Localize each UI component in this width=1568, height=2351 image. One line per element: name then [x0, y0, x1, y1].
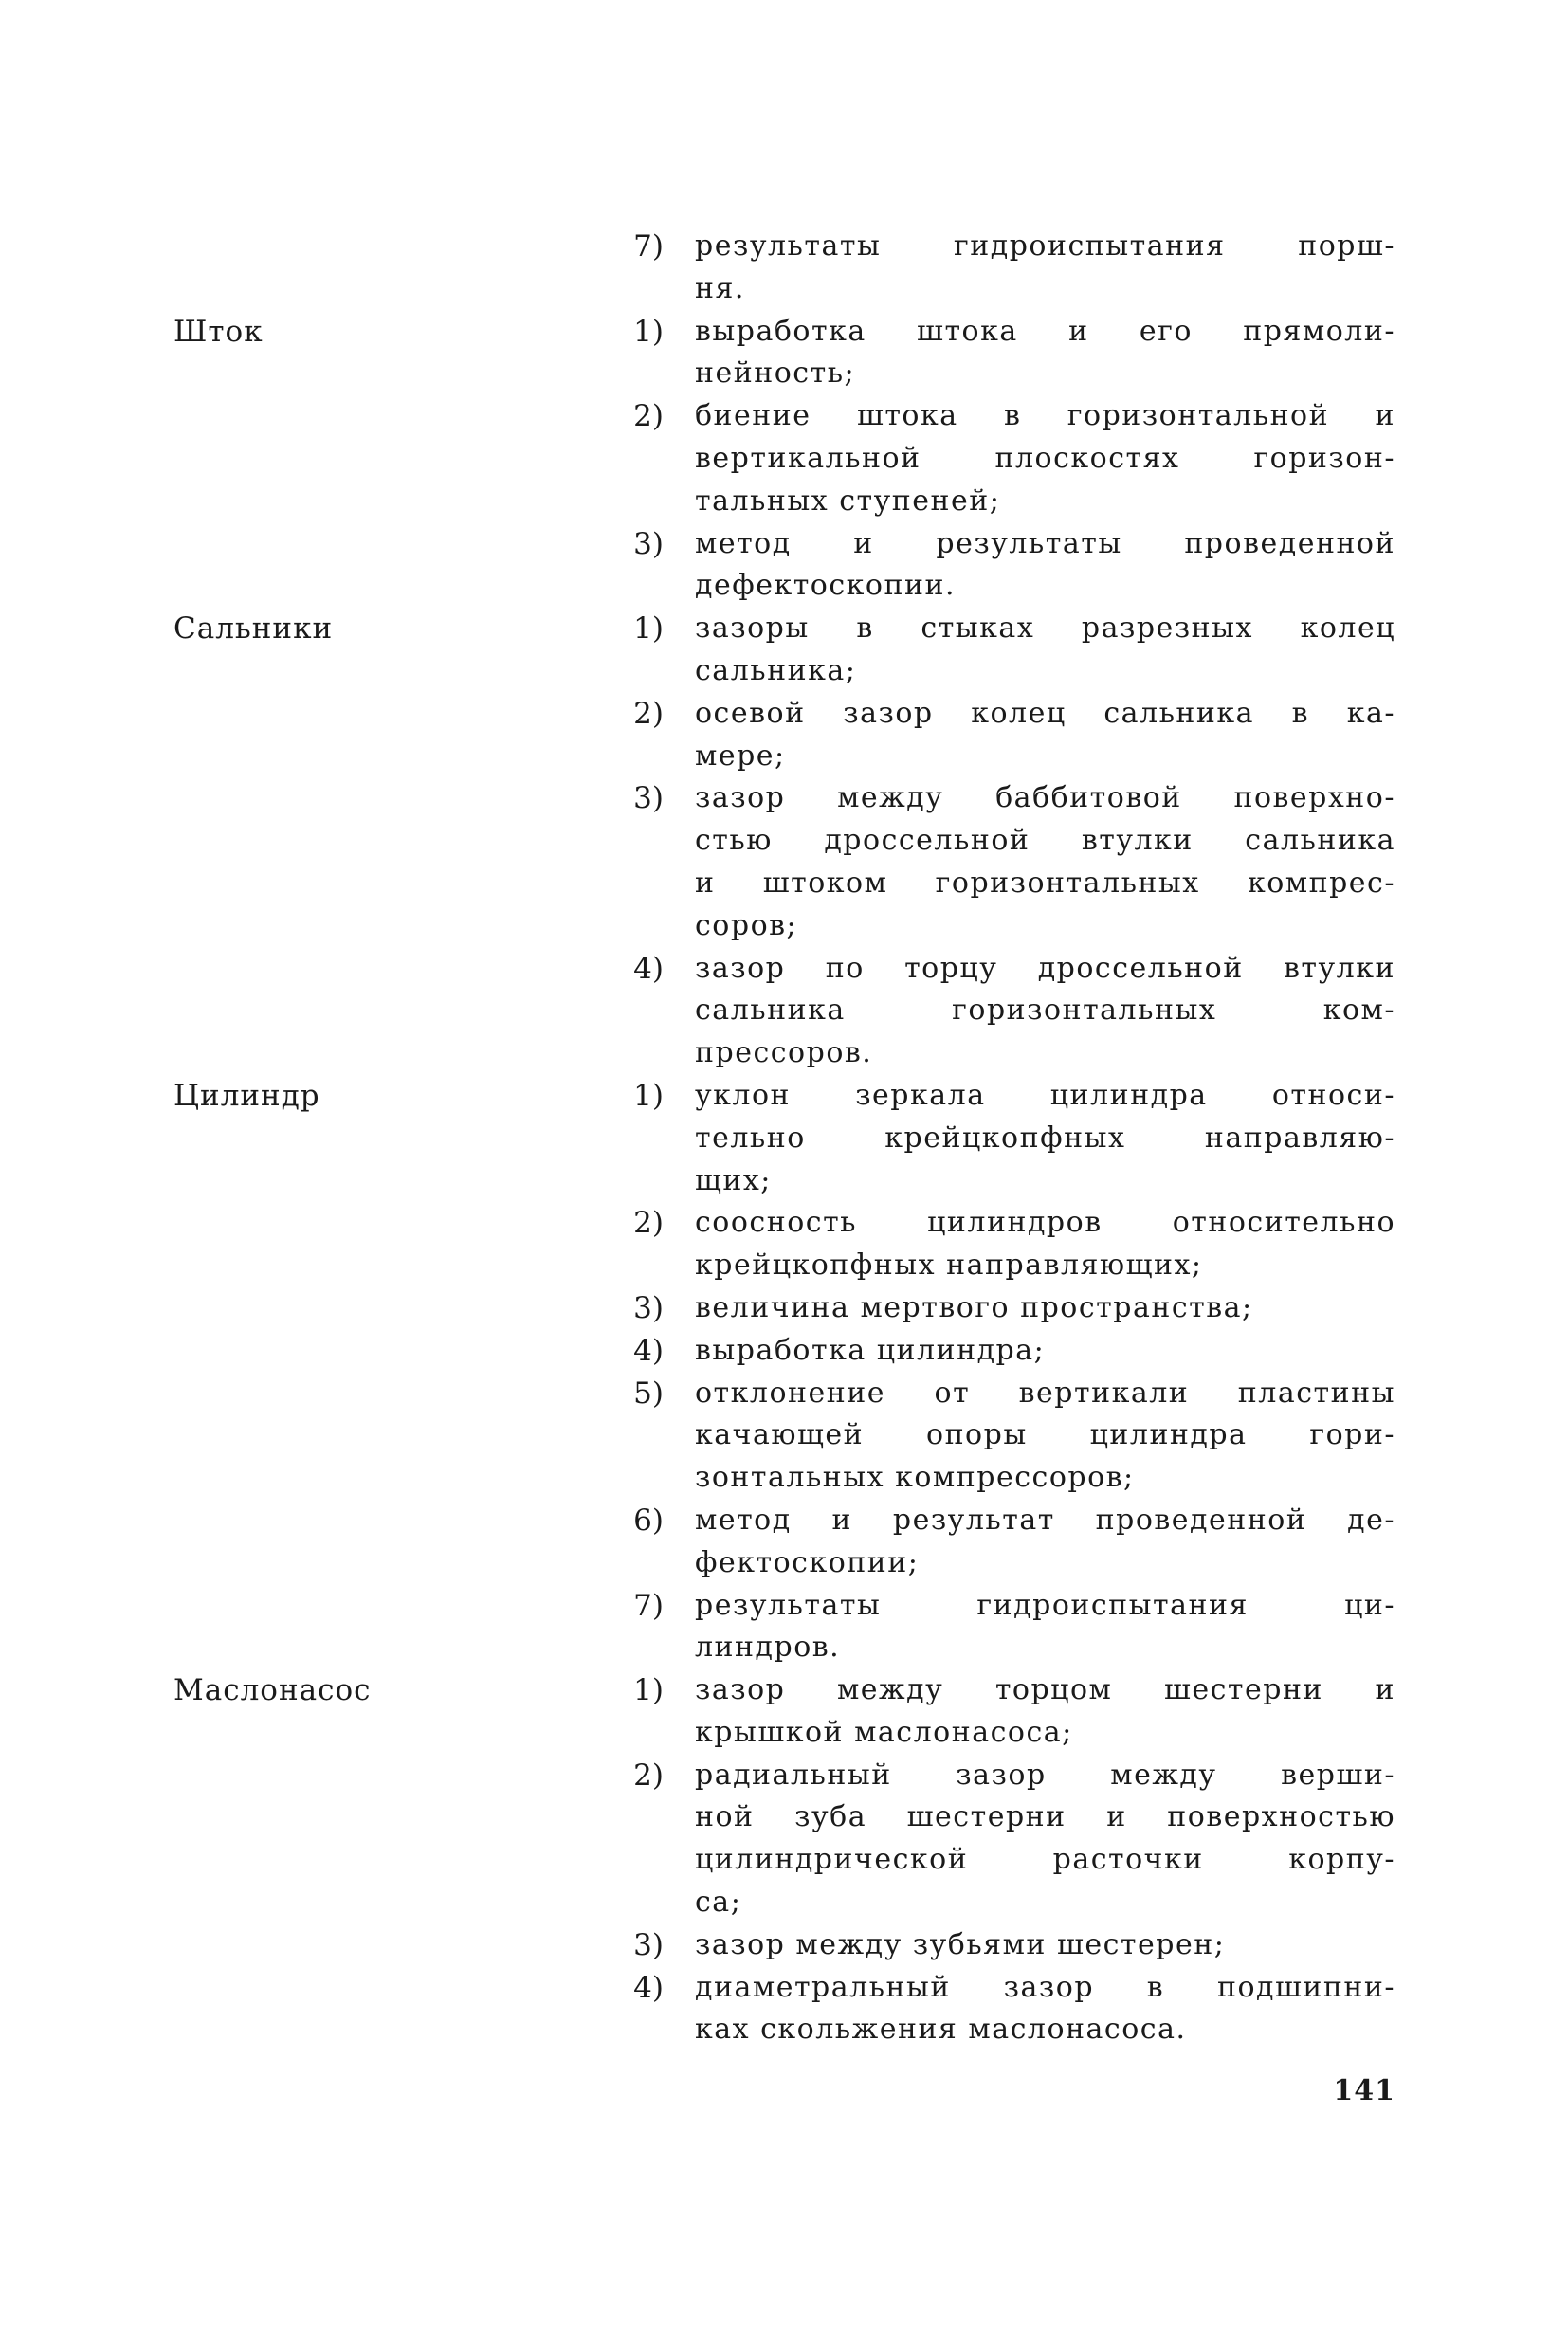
item-text: [695, 693, 1395, 778]
text-line: результаты гидроиспытания ци-: [695, 1588, 1395, 1622]
text-line: соров;: [695, 908, 798, 942]
item-text: [695, 311, 1395, 396]
list-item: [0, 1585, 1568, 1670]
section: [0, 608, 1568, 1075]
list-item: [0, 693, 1568, 778]
item-text: [695, 226, 1395, 311]
item-text: [695, 523, 1395, 609]
item-number: 6): [633, 1503, 664, 1538]
text-line: зазор между зубьями шестерен;: [695, 1927, 1226, 1961]
text-line: соосность цилиндров относительно: [695, 1206, 1395, 1240]
item-number: 3): [633, 781, 664, 816]
list-item: [0, 777, 1568, 947]
text-line: ках скольжения маслонасоса.: [695, 2013, 1187, 2047]
text-line: метод и результаты проведенной: [695, 526, 1395, 560]
item-number: 3): [633, 526, 664, 561]
item-text: [695, 1669, 1395, 1755]
list-item: [0, 948, 1568, 1075]
item-text: [695, 1202, 1395, 1287]
section-label: Цилиндр: [173, 1078, 320, 1113]
list-item: [0, 1755, 1568, 1924]
item-text: [695, 608, 1395, 693]
text-line: стью дроссельной втулки сальника: [695, 824, 1395, 858]
text-line: зонтальных компрессоров;: [695, 1461, 1135, 1495]
page-number: 141: [1333, 2074, 1395, 2107]
text-line: са;: [695, 1886, 742, 1920]
item-number: 2): [633, 399, 664, 434]
section: [0, 311, 1568, 609]
text-line: крышкой маслонасоса;: [695, 1715, 1073, 1749]
item-number: 4): [633, 1333, 664, 1368]
text-line: линдров.: [695, 1631, 841, 1665]
item-number: 1): [633, 1078, 664, 1113]
text-line: и штоком горизонтальных компрес-: [695, 866, 1395, 900]
text-line: вертикальной плоскостях горизон-: [695, 441, 1395, 475]
text-line: щих;: [695, 1163, 772, 1197]
list-item: [0, 1500, 1568, 1585]
list-item: [0, 1287, 1568, 1330]
section: [0, 1669, 1568, 2051]
section-label: Сальники: [173, 611, 334, 647]
item-number: 2): [633, 1758, 664, 1793]
text-line: метод и результат проведенной де-: [695, 1503, 1395, 1537]
item-number: 4): [633, 951, 664, 986]
item-number: 2): [633, 696, 664, 731]
text-line: дефектоскопии.: [695, 569, 957, 603]
text-line: диаметральный зазор в подшипни-: [695, 1970, 1395, 2004]
item-number: 7): [633, 229, 664, 264]
section-label: Шток: [173, 314, 264, 349]
text-line: величина мертвого пространства;: [695, 1290, 1253, 1324]
text-line: цилиндрической расточки корпу-: [695, 1843, 1395, 1877]
document-body: [0, 226, 1568, 2051]
text-line: тальных ступеней;: [695, 483, 1001, 518]
section: [0, 1075, 1568, 1669]
list-item: [0, 1330, 1568, 1373]
item-number: 3): [633, 1290, 664, 1325]
item-text: [695, 1373, 1395, 1500]
text-line: сальника;: [695, 653, 857, 687]
text-line: биение штока в горизонтальной и: [695, 399, 1395, 433]
text-line: зазор между баббитовой поверхно-: [695, 781, 1395, 815]
text-line: сальника горизонтальных ком-: [695, 993, 1395, 1028]
text-line: выработка штока и его прямоли-: [695, 314, 1395, 348]
item-number: 5): [633, 1376, 664, 1411]
item-text: [695, 1287, 1395, 1330]
text-line: уклон зеркала цилиндра относи-: [695, 1078, 1395, 1112]
list-item: [0, 523, 1568, 609]
item-number: 7): [633, 1588, 664, 1623]
item-number: 4): [633, 1970, 664, 2005]
text-line: радиальный зазор между верши-: [695, 1758, 1395, 1792]
list-item: [0, 1967, 1568, 2052]
text-line: результаты гидроиспытания порш-: [695, 229, 1395, 263]
text-line: зазор по торцу дроссельной втулки: [695, 951, 1395, 985]
item-text: [695, 1585, 1395, 1670]
item-text: [695, 1330, 1395, 1373]
text-line: выработка цилиндра;: [695, 1333, 1046, 1367]
section: [0, 226, 1568, 311]
text-line: нейность;: [695, 356, 856, 391]
text-line: ня.: [695, 271, 745, 305]
text-line: фектоскопии;: [695, 1545, 920, 1579]
text-line: зазоры в стыках разрезных колец: [695, 611, 1395, 646]
text-line: тельно крейцкопфных направляю-: [695, 1121, 1395, 1155]
text-line: прессоров.: [695, 1036, 873, 1070]
item-number: 1): [633, 314, 664, 349]
text-line: осевой зазор колец сальника в ка-: [695, 696, 1395, 730]
text-line: зазор между торцом шестерни и: [695, 1673, 1395, 1707]
item-text: [695, 777, 1395, 947]
item-number: 1): [633, 611, 664, 647]
item-number: 1): [633, 1673, 664, 1708]
text-line: мере;: [695, 738, 786, 773]
section-label: Маслонасос: [173, 1673, 372, 1708]
item-text: [695, 1924, 1395, 1967]
text-line: крейцкопфных направляющих;: [695, 1248, 1203, 1283]
item-number: 3): [633, 1927, 664, 1962]
item-text: [695, 1967, 1395, 2052]
text-line: качающей опоры цилиндра гори-: [695, 1418, 1395, 1452]
list-item: [0, 226, 1568, 311]
item-text: [695, 1755, 1395, 1924]
item-text: [695, 948, 1395, 1075]
item-text: [695, 395, 1395, 522]
list-item: [0, 395, 1568, 522]
item-text: [695, 1075, 1395, 1202]
list-item: [0, 1924, 1568, 1967]
list-item: [0, 1373, 1568, 1500]
text-line: ной зуба шестерни и поверхностью: [695, 1800, 1395, 1834]
item-text: [695, 1500, 1395, 1585]
text-line: отклонение от вертикали пластины: [695, 1376, 1395, 1410]
list-item: [0, 1202, 1568, 1287]
item-number: 2): [633, 1206, 664, 1241]
